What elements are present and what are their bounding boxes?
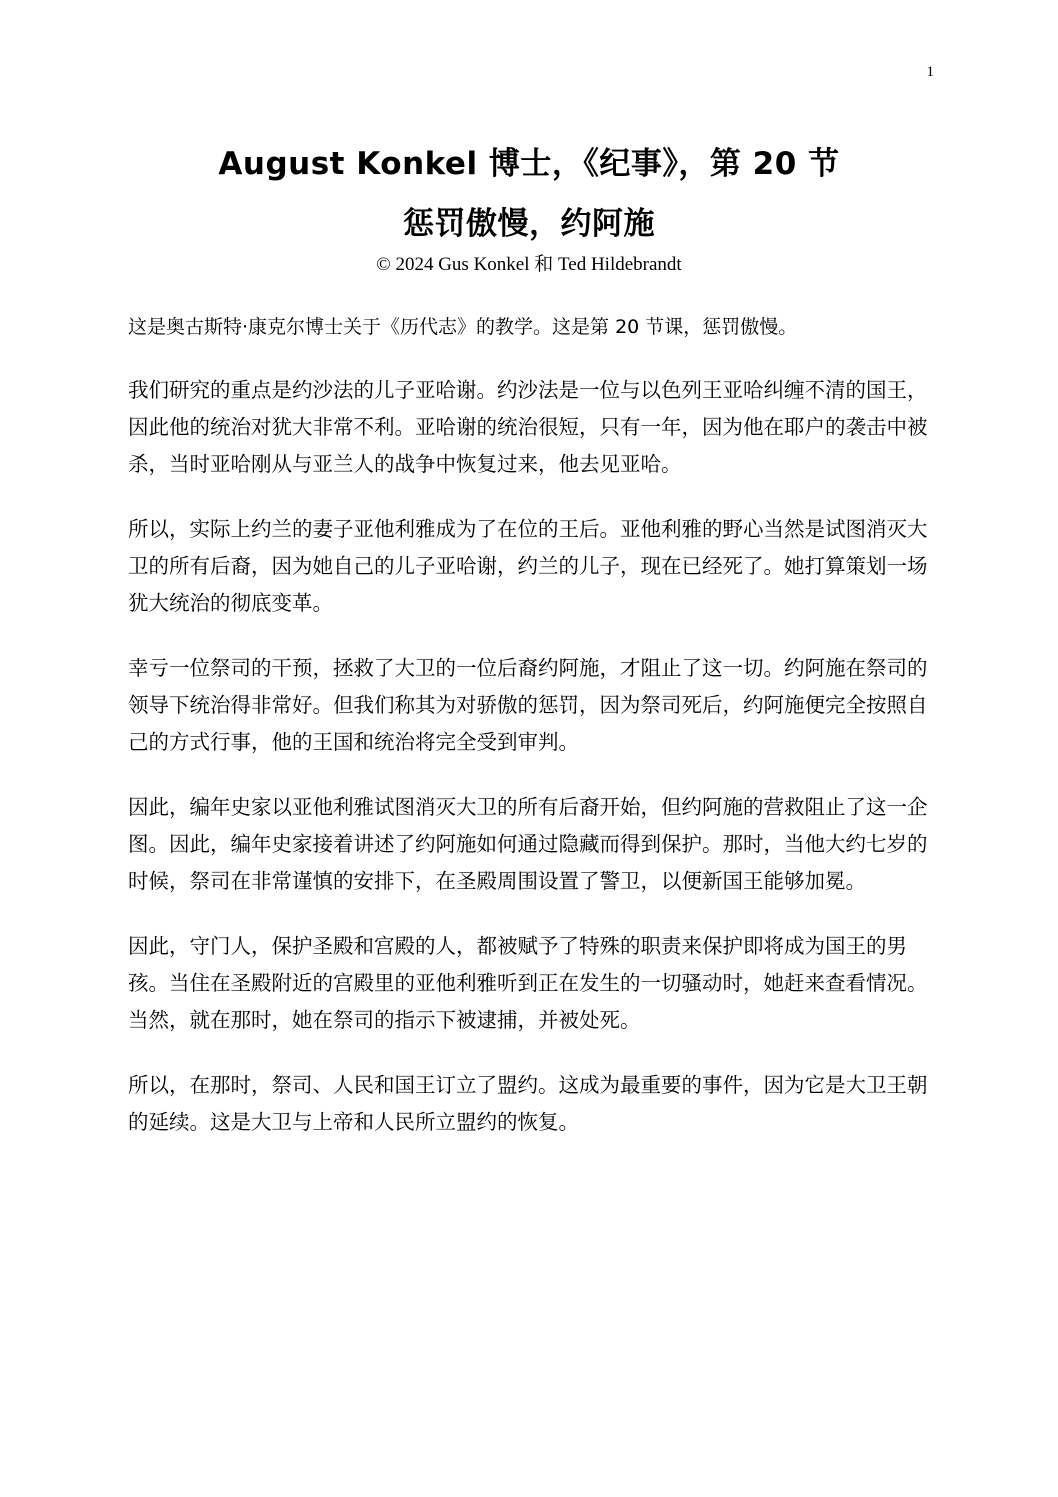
document-subtitle: 惩罚傲慢，约阿施 <box>403 206 655 242</box>
paragraph: 幸亏一位祭司的干预，拯救了大卫的一位后裔约阿施，才阻止了这一切。约阿施在祭司的领导下统治得非常好。但我们称其为对骄傲的惩罚，因为祭司死后，约阿施便完全按照自己的方式行事，他的王国和统治将完全受到审判。 <box>128 656 928 754</box>
page-number: 1 <box>926 64 934 80</box>
paragraph: 我们研究的重点是约沙法的儿子亚哈谢。约沙法是一位与以色列王亚哈纠缠不清的国王，因此他的统治对犹大非常不利。亚哈谢的统治很短，只有一年，因为他在耶户的袭击中被杀，当时亚哈刚从与亚兰人的战争中恢复过来，他去见亚哈。 <box>128 378 928 476</box>
paragraph: 所以，实际上约兰的妻子亚他利雅成为了在位的王后。亚他利雅的野心当然是试图消灭大卫的所有后裔，因为她自己的儿子亚哈谢，约兰的儿子，现在已经死了。她打算策划一场犹大统治的彻底变革。 <box>128 517 928 615</box>
paragraph: 所以，在那时，祭司、人民和国王订立了盟约。这成为最重要的事件，因为它是大卫王朝的延续。这是大卫与上帝和人民所立盟约的恢复。 <box>128 1073 928 1134</box>
title-block <box>0 138 1058 280</box>
paragraph-intro: 这是奥古斯特·康克尔博士关于《历代志》的教学。这是第 20 节课，惩罚傲慢。 <box>128 316 798 338</box>
body-text <box>128 310 928 1169</box>
paragraph: 因此，守门人，保护圣殿和宫殿的人，都被赋予了特殊的职责来保护即将成为国王的男孩。当住在圣殿附近的宫殿里的亚他利雅听到正在发生的一切骚动时，她赶来查看情况。当然，就在那时，她在祭司的指示下被逮捕，并被处死。 <box>128 934 928 1032</box>
document-title: August Konkel 博士，《纪事》，第 20 节 <box>218 146 840 182</box>
copyright-line: © 2024 Gus Konkel 和 Ted Hildebrandt <box>376 254 682 275</box>
paragraph: 因此，编年史家以亚他利雅试图消灭大卫的所有后裔开始，但约阿施的营救阻止了这一企图。因此，编年史家接着讲述了约阿施如何通过隐藏而得到保护。那时，当他大约七岁的时候，祭司在非常谨慎的安排下，在圣殿周围设置了警卫，以便新国王能够加冕。 <box>128 795 928 893</box>
